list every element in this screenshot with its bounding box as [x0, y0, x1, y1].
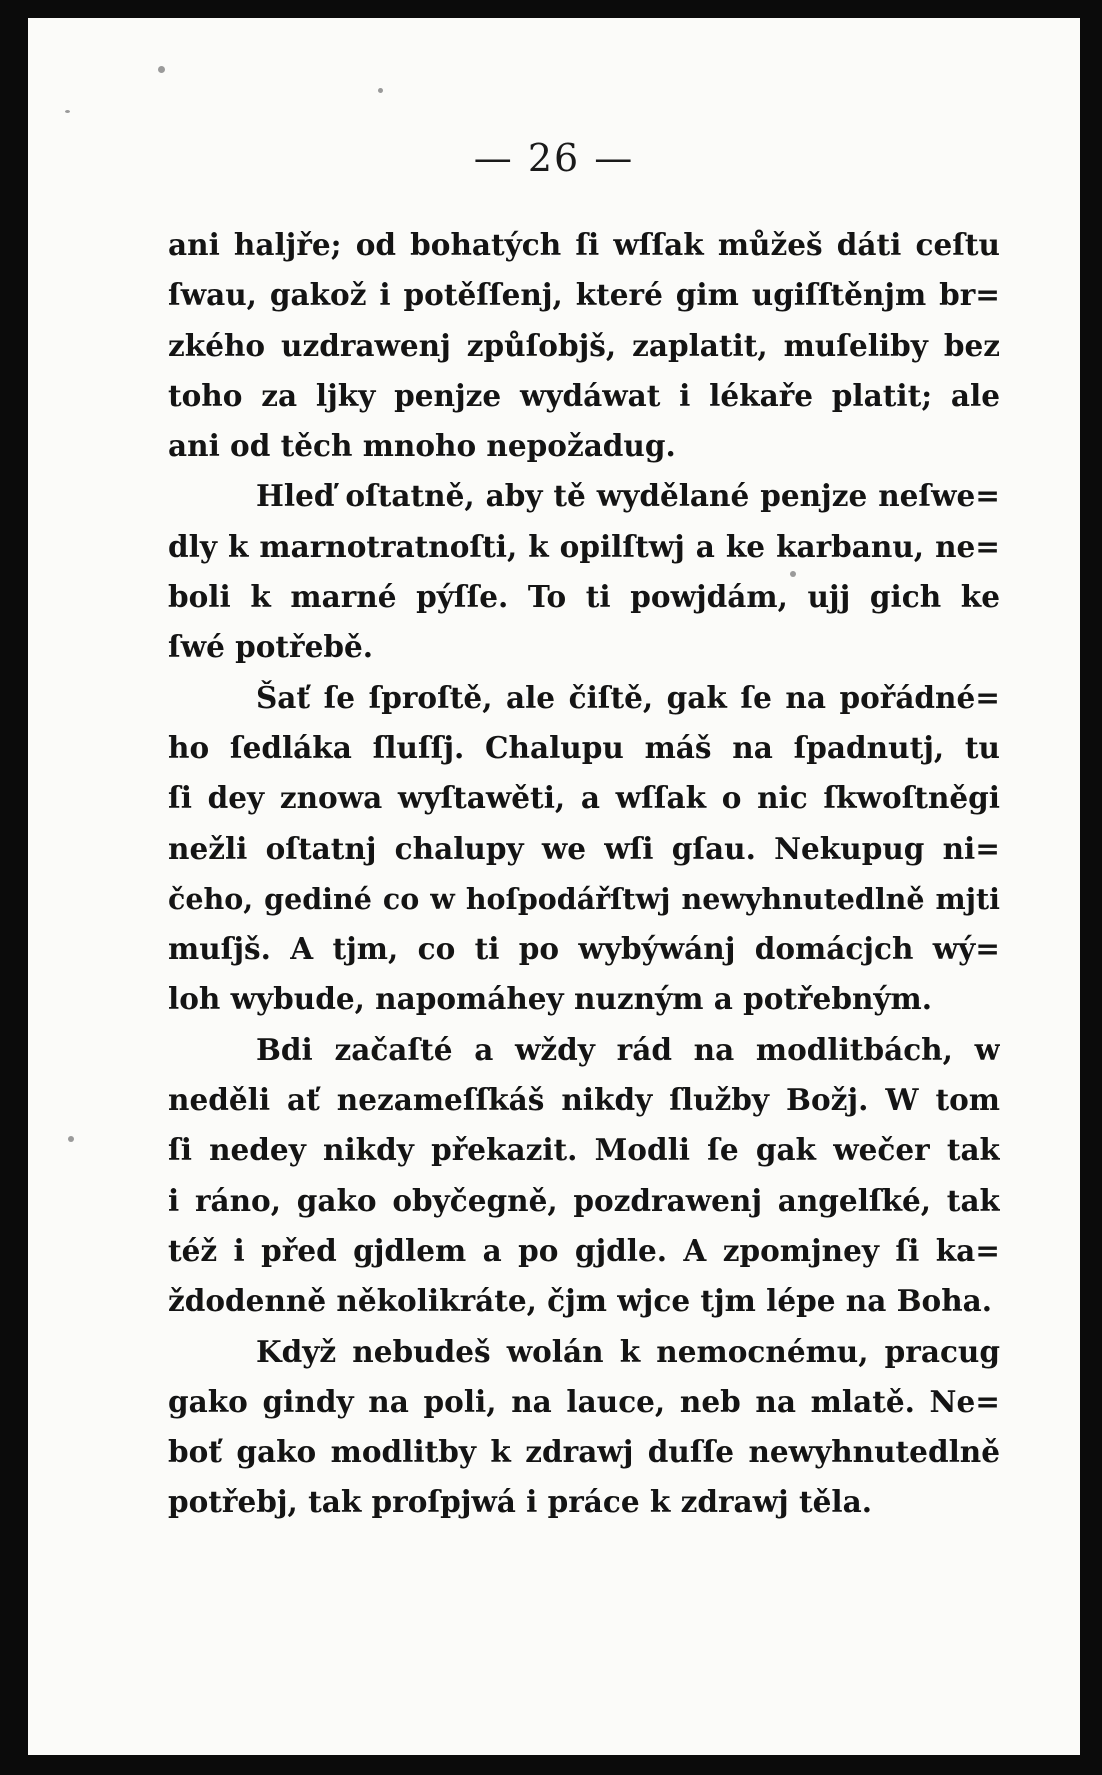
- text-line: ſi nedey nikdy překazit. Modli ſe gak wečer tak: [168, 1132, 1000, 1168]
- speck: [65, 110, 70, 113]
- text-line: toho za ljky penjze wydáwat i lékaře platit; ale: [168, 377, 1000, 413]
- text-line: neděli ať nezameſſkáš nikdy ſlužby Božj. W tom: [168, 1082, 1000, 1118]
- text-line: boť gako modlitby k zdrawj duſſe newyhnutedlně: [168, 1434, 1000, 1470]
- speck: [158, 66, 165, 73]
- text-line: Šať ſe ſproſtě, ale čiſtě, gak ſe na pořádné=: [256, 679, 1000, 715]
- text-line: nežli oſtatnj chalupy we wſi gſau. Nekupug ni=: [168, 830, 1000, 866]
- text-line: ani haljře; od bohatých ſi wſſak můžeš dáti ceſtu: [168, 227, 1000, 262]
- text-line: muſjš. A tjm, co ti po wybýwánj domácjch wý=: [168, 931, 1000, 967]
- text-line: zkého uzdrawenj způſobjš, zaplatit, muſeliby bez: [168, 327, 1000, 363]
- page-number: — 26 —: [473, 136, 635, 180]
- text-line: čeho, gediné co w hoſpodářſtwj newyhnutedlně mjti: [168, 881, 1000, 916]
- text-line: boli k marné pýſſe. To ti powjdám, ujj gich ke: [168, 579, 1000, 615]
- text-line: gako gindy na poli, na lauce, neb na mlatě. Ne=: [168, 1383, 1000, 1419]
- text-line: dly k marnotratnoſti, k opilſtwj a ke karbanu, ne=: [168, 528, 1000, 564]
- text-line: ſi dey znowa wyſtawěti, a wſſak o nic ſkwoſtněgi: [168, 780, 1000, 816]
- text-line: potřebj, tak proſpjwá i práce k zdrawj těla.: [168, 1484, 872, 1520]
- text-line: ho ſedláka ſluſſj. Chalupu máš na ſpadnutj, tu: [168, 729, 1000, 765]
- text-line: Hleď oſtatně, aby tě wydělané penjze neſwe=: [256, 478, 1000, 514]
- speck: [68, 1136, 74, 1142]
- text-line: Bdi začaſté a wždy rád na modlitbách, w: [256, 1031, 1000, 1067]
- text-line: též i před gjdlem a po gjdle. A zpomjney ſi ka=: [168, 1232, 1000, 1268]
- text-line: ani od těch mnoho nepožadug.: [168, 428, 676, 464]
- text-line: ždodenně několikráte, čjm wjce tjm lépe na Boha.: [168, 1283, 993, 1319]
- text-line: i ráno, gako obyčegně, pozdrawenj angelſké, tak: [168, 1182, 1000, 1218]
- text-line: ſwé potřebě.: [168, 629, 374, 665]
- speck: [378, 88, 383, 93]
- text-line: loh wybude, napomáhey nuzným a potřebným.: [168, 981, 933, 1017]
- text-line: Když nebudeš wolán k nemocnému, pracug: [256, 1333, 1000, 1369]
- book-page: [28, 18, 1080, 1755]
- speck: [790, 571, 796, 577]
- body-text: [168, 220, 1000, 1528]
- text-line: ſwau, gakož i potěſſenj, které gim ugiſſtěnjm br=: [168, 277, 1000, 313]
